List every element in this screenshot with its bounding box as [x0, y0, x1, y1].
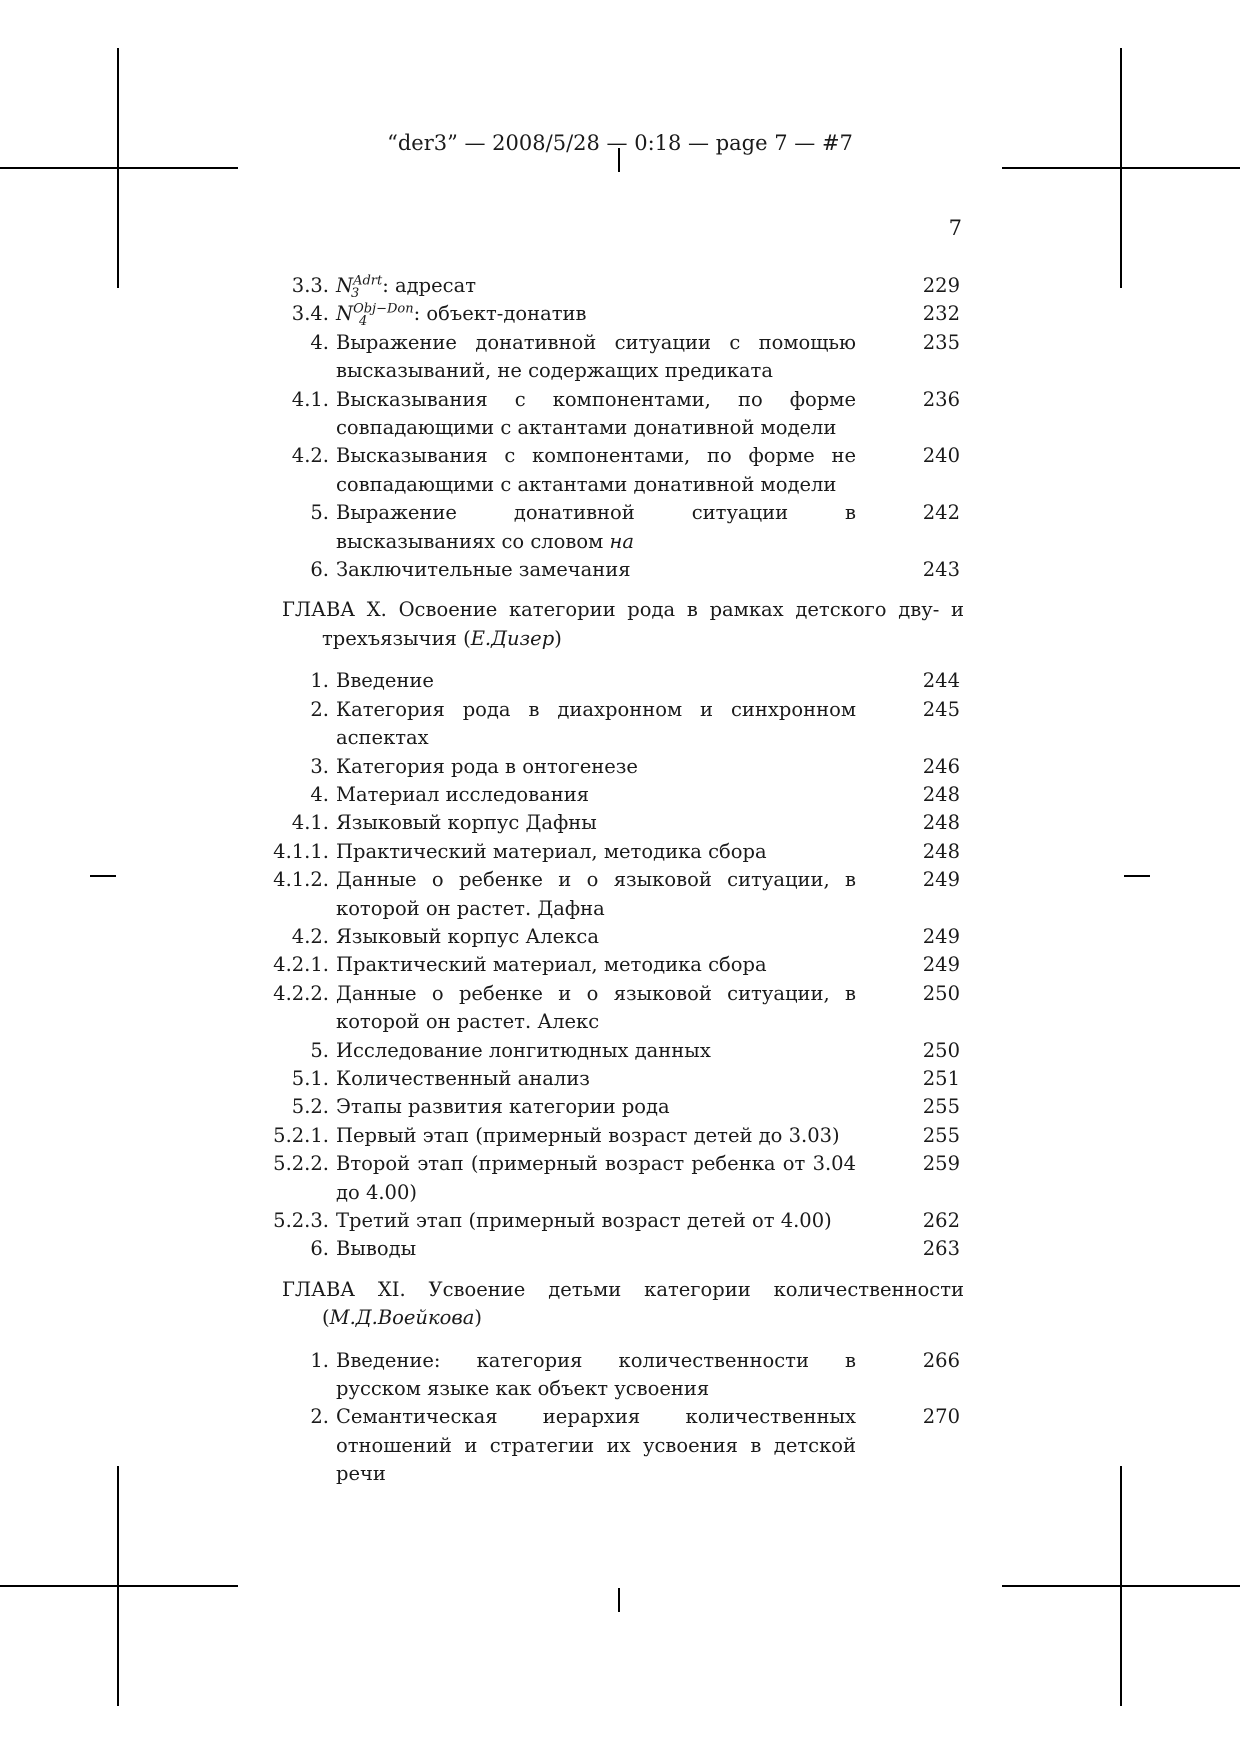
- toc-entry-number: 3.3.: [291, 274, 329, 297]
- toc-entry-title: Этапы развития категории рода: [336, 1095, 670, 1119]
- toc-entry-page: 229: [922, 274, 960, 297]
- toc-entry-title: Третий этап (примерный возраст детей от 4.00): [336, 1209, 832, 1232]
- toc-entry-page: 240: [922, 444, 960, 468]
- toc-entry: [262, 556, 964, 584]
- toc-entry-title: Семантическая иерархия количественных отношений и стратегии их усвоения в детской речи: [336, 1405, 856, 1486]
- toc-entry: [262, 300, 964, 328]
- toc-entry-number: 4.2.1.: [273, 953, 329, 977]
- toc-entry: [262, 1403, 964, 1488]
- toc-entry-italic: на: [609, 529, 634, 553]
- toc-entry: [262, 781, 964, 809]
- toc-entry: [262, 667, 964, 695]
- toc-entry: [262, 951, 964, 979]
- toc-entry-page: 236: [922, 387, 960, 411]
- toc-entry-title: Высказывания с компонентами, по форме не совпадающими с актантами донативной модели: [336, 444, 856, 496]
- toc-entry: [262, 1093, 964, 1121]
- toc-entry-number: 5.2.1.: [273, 1123, 329, 1147]
- toc-entry-title: $N^{Adrt}_3$ : адресат: [336, 273, 476, 301]
- toc-entry-superscript: Obj−Don: [353, 301, 414, 317]
- toc-entry-title: Исследование лонгитюдных данных: [336, 1038, 711, 1062]
- toc-entry: [262, 1037, 964, 1065]
- toc-entry-page: 243: [922, 558, 960, 582]
- toc-entry-page: 251: [922, 1066, 960, 1090]
- toc-entry-number: 4.: [310, 330, 329, 354]
- toc-entry-page: 263: [922, 1237, 960, 1261]
- toc-entry: [262, 272, 964, 300]
- toc-entry-page: 249: [922, 953, 960, 977]
- toc-entry-title: Данные о ребенке и о языковой ситуации, в которой он растет. Дафна: [336, 868, 856, 920]
- toc-entry: [262, 1122, 964, 1150]
- chapter-title: ГЛАВА X. Освоение категории рода в рамках детского дву- и трехъязычия: [282, 598, 964, 650]
- chapter-title: ГЛАВА XI. Усвоение детьми категории количественности: [282, 1277, 964, 1301]
- toc-entry-title: Выражение донативной ситуации в высказываниях со словом на: [336, 501, 856, 553]
- toc-entry-number: 5.2.3.: [273, 1209, 329, 1232]
- toc-entry-title: Введение: категория количественности в русском языке как объект усвоения: [336, 1348, 856, 1401]
- crop-mark: [0, 1585, 238, 1587]
- toc-entry-page: 235: [922, 330, 960, 354]
- toc-entry-number: 5.1.: [291, 1066, 329, 1090]
- toc-entry-number: 5.2.: [291, 1095, 329, 1119]
- toc-entry-number: 1.: [310, 669, 329, 693]
- toc-entry-number: 3.: [310, 754, 329, 778]
- toc-entry: [262, 980, 964, 1037]
- toc-entry-number: 5.: [310, 501, 329, 525]
- toc-entry-page: 245: [922, 697, 960, 721]
- toc-entry: [262, 1207, 964, 1235]
- crop-mark: [0, 167, 238, 169]
- crop-mark: [90, 875, 116, 877]
- toc-entry: [262, 1065, 964, 1093]
- toc-entry-page: 270: [922, 1405, 960, 1429]
- toc-entry-number: 1.: [310, 1348, 329, 1372]
- toc-entry-title: Категория рода в онтогенезе: [336, 754, 638, 778]
- toc-entry: [262, 923, 964, 951]
- toc-entry-number: 4.1.1.: [273, 839, 329, 863]
- toc-entry: [262, 1347, 964, 1404]
- page-number: 7: [948, 216, 962, 240]
- toc-entry-title: Материал исследования: [336, 782, 590, 806]
- chapter-author: Е.Дизер: [470, 626, 555, 650]
- toc-entry: [262, 866, 964, 923]
- running-header: “der3” — 2008/5/28 — 0:18 — page 7 — #7: [387, 131, 853, 155]
- chapter-author: М.Д.Воейкова: [329, 1306, 475, 1330]
- toc-entry-number: 6.: [310, 1237, 329, 1261]
- toc-entry-page: 248: [922, 782, 960, 806]
- toc-entry-number: 4.1.2.: [273, 868, 329, 892]
- toc-entry-title: Языковый корпус Алекса: [336, 924, 599, 948]
- toc-entry-title: Категория рода в диахронном и синхронном аспектах: [336, 697, 856, 750]
- toc-entry-page: 262: [922, 1209, 960, 1232]
- toc-entry-title: Выводы: [336, 1237, 417, 1261]
- toc-entry-title: Второй этап (примерный возраст ребенка от 3.04 до 4.00): [336, 1152, 856, 1204]
- chapter-heading: ГЛАВА X. Освоение категории рода в рамках детского дву- и трехъязычия (Е.Дизер): [282, 598, 964, 650]
- toc-entry-page: 266: [922, 1348, 960, 1372]
- toc-entry-page: 232: [922, 302, 960, 326]
- toc-entry-title: Практический материал, методика сбора: [336, 953, 767, 977]
- toc-entry-title: Языковый корпус Дафны: [336, 811, 597, 835]
- toc-entry: [262, 499, 964, 556]
- toc-entry-page: 246: [922, 754, 960, 778]
- toc-entry-symbol: N: [336, 302, 354, 326]
- crop-mark: [618, 1588, 620, 1612]
- toc-entry-page: 259: [922, 1152, 960, 1176]
- toc-entry-page: 244: [922, 669, 960, 693]
- toc-entry-title: $N^{Obj-Don}_4$ : объект-донатив: [336, 301, 587, 330]
- toc-entry: [262, 753, 964, 781]
- toc-entry-superscript: Adrt: [353, 273, 383, 289]
- toc-entry: [262, 329, 964, 386]
- toc-entry-page: 248: [922, 811, 960, 835]
- toc-entry-page: 255: [922, 1095, 960, 1119]
- toc-entry-number: 4.2.: [291, 924, 329, 948]
- toc-entry-title: Введение: [336, 669, 434, 693]
- toc-entry-number: 2.: [310, 697, 329, 721]
- toc-entry: [262, 1150, 964, 1207]
- toc-entry-page: 248: [922, 839, 960, 863]
- toc-entry-page: 250: [922, 1038, 960, 1062]
- toc-entry-title: Высказывания с компонентами, по форме совпадающими с актантами донативной модели: [336, 387, 856, 440]
- toc-entry-number: 4.1.: [291, 811, 329, 835]
- crop-mark: [1124, 875, 1150, 877]
- toc-entry: [262, 809, 964, 837]
- toc-entry: [262, 838, 964, 866]
- toc-entry: [262, 696, 964, 753]
- toc-entry-page: 250: [922, 981, 960, 1005]
- chapter-heading: ГЛАВА XI. Усвоение детьми категории количественности (М.Д.Воейкова): [282, 1277, 964, 1330]
- toc-entry-title: Выражение донативной ситуации с помощью высказываний, не содержащих предиката: [336, 330, 856, 383]
- toc-entry-title: Данные о ребенке и о языковой ситуации, в которой он растет. Алекс: [336, 981, 856, 1034]
- toc-entry-page: 242: [922, 501, 960, 525]
- toc-entry-page: 249: [922, 924, 960, 948]
- toc-entry: [262, 1235, 964, 1263]
- table-of-contents: [262, 272, 964, 1489]
- toc-entry: [262, 442, 964, 499]
- toc-entry-number: 6.: [310, 558, 329, 582]
- toc-entry-number: 2.: [310, 1405, 329, 1429]
- crop-mark: [1002, 167, 1240, 169]
- toc-entry-title: Количественный анализ: [336, 1066, 590, 1090]
- toc-entry-page: 249: [922, 868, 960, 892]
- toc-entry-number: 5.2.2.: [273, 1152, 329, 1176]
- toc-entry: [262, 386, 964, 443]
- toc-entry-number: 4.1.: [291, 387, 329, 411]
- toc-entry-symbol: N: [336, 274, 354, 297]
- crop-mark: [1002, 1585, 1240, 1587]
- toc-entry-number: 4.2.2.: [273, 981, 329, 1005]
- toc-entry-title: Первый этап (примерный возраст детей до 3.03): [336, 1123, 840, 1147]
- toc-entry-number: 5.: [310, 1038, 329, 1062]
- toc-entry-number: 3.4.: [291, 302, 329, 326]
- toc-entry-title: Заключительные замечания: [336, 558, 631, 582]
- toc-entry-page: 255: [922, 1123, 960, 1147]
- toc-entry-number: 4.: [310, 782, 329, 806]
- toc-entry-number: 4.2.: [291, 444, 329, 468]
- toc-entry-title: Практический материал, методика сбора: [336, 839, 767, 863]
